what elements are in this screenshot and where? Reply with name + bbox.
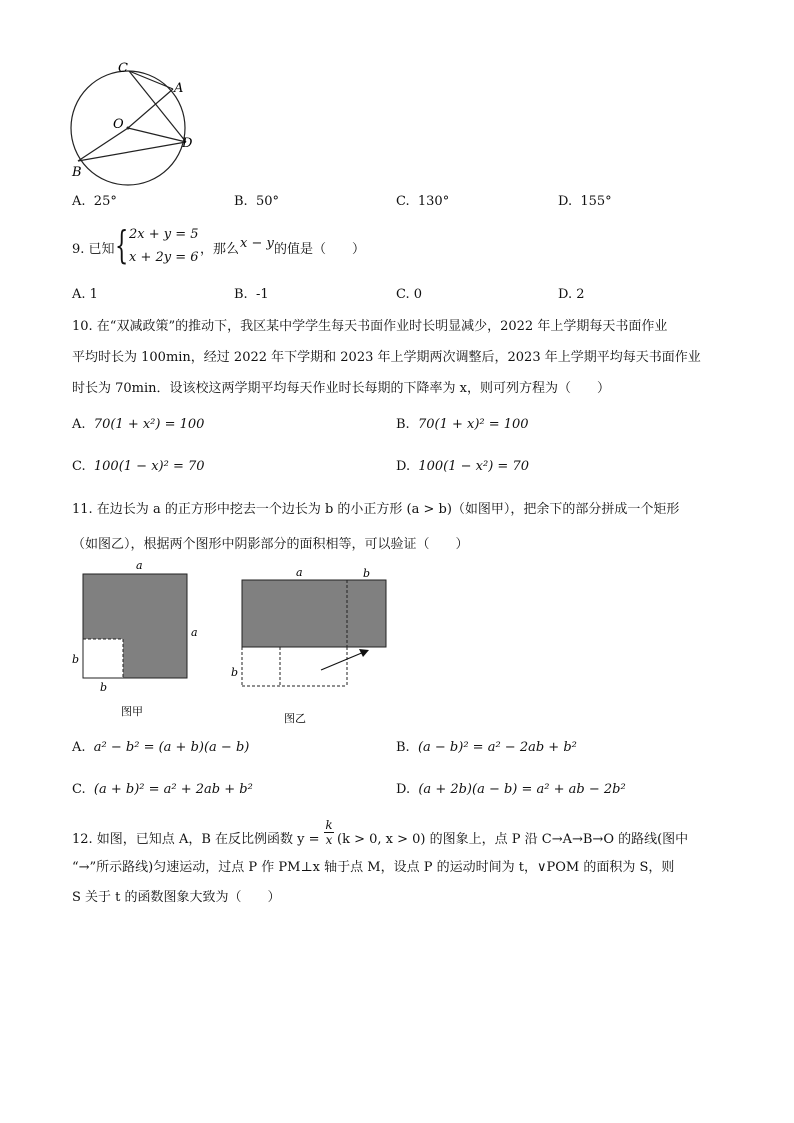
q8-option-a: A. 25° [72, 194, 117, 209]
q9-option-b: B. -1 [234, 287, 269, 302]
yi-label-b-top: b [363, 567, 371, 580]
label-c: C [118, 61, 128, 76]
segment-bd [78, 142, 186, 161]
q11-option-c: C. (a + b)² = a² + 2ab + b² [72, 782, 253, 797]
q12-frac-num: k [325, 818, 333, 832]
jia-label-a-top: a [136, 560, 143, 572]
q10-option-c: C. 100(1 − x)² = 70 [72, 459, 205, 474]
yi-label-a-top: a [296, 566, 303, 579]
jia-label-b-bottom: b [100, 681, 108, 694]
q8-option-c: C. 130° [396, 194, 450, 209]
q11-option-d: D. (a + 2b)(a − b) = a² + ab − 2b² [396, 782, 626, 797]
segment-ao [128, 89, 173, 128]
q12-line-1b: (k > 0, x > 0) 的图象上，点 P 沿 C→A→B→O 的路线(图中 [337, 832, 689, 847]
yi-label-b-left: b [231, 666, 239, 679]
jia-caption: 图甲 [121, 705, 143, 718]
q10-line-2: 平均时长为 100min，经过 2022 年下学期和 2023 年上学期两次调整后，2023 年上学期平均每天书面作业 [72, 350, 701, 365]
q10-option-d: D. 100(1 − x²) = 70 [396, 459, 529, 474]
q8-option-b: B. 50° [234, 194, 279, 209]
label-b: B [72, 165, 82, 180]
q9-eq2: x + 2y = 6 [129, 250, 199, 265]
q11-line-2: （如图乙），根据两个图形中阴影部分的面积相等，可以验证（ ） [72, 537, 469, 552]
q11-option-b: B. (a − b)² = a² − 2ab + b² [396, 740, 577, 755]
figure-yi [226, 562, 396, 727]
q9-eq1: 2x + y = 5 [129, 227, 199, 242]
q9-option-c: C. 0 [396, 287, 423, 302]
q10-line-3: 时长为 70min．设该校这两学期平均每天作业时长每期的下降率为 x，则可列方程为（ ） [72, 381, 610, 396]
q11-line-1: 11. 在边长为 a 的正方形中挖去一个边长为 b 的小正方形 (a > b)（如图甲），把余下的部分拼成一个矩形 [72, 502, 680, 517]
label-a: A [174, 81, 184, 96]
q12-line-1a: 12. 如图，已知点 A，B 在反比例函数 y = [72, 832, 320, 847]
q11-option-a: A. a² − b² = (a + b)(a − b) [72, 740, 250, 755]
rectangle-shaded [242, 580, 386, 647]
label-d: D [182, 136, 193, 151]
q9-option-a: A. 1 [72, 287, 98, 302]
q9-brace: { [115, 223, 129, 267]
circle-figure [60, 58, 210, 190]
jia-label-a-right: a [191, 626, 198, 639]
label-o: O [113, 117, 124, 132]
q9-mid: ，那么 [200, 242, 240, 257]
yi-caption: 图乙 [284, 712, 306, 725]
q10-line-1: 10. 在“双减政策”的推动下，我区某中学学生每天书面作业时长明显减少，2022 年上学期每天书面作业 [72, 319, 668, 334]
q12-frac-den: x [325, 833, 333, 847]
q9-suffix: 的值是（ ） [274, 242, 366, 257]
q12-line-2: “→”所示路线)匀速运动，过点 P 作 PM⊥x 轴于点 M，设点 P 的运动时间为 t，∨POM 的面积为 S，则 [72, 860, 675, 875]
jia-label-b-left: b [72, 653, 80, 666]
move-arrow-shaft [321, 652, 364, 670]
q8-option-d: D. 155° [558, 194, 612, 209]
q12-fraction [324, 818, 334, 847]
q10-option-a: A. 70(1 + x²) = 100 [72, 417, 205, 432]
figure-jia [66, 560, 206, 720]
q10-option-b: B. 70(1 + x)² = 100 [396, 417, 529, 432]
small-square-removed [83, 639, 123, 678]
q12-line-3: S 关于 t 的函数图象大致为（ ） [72, 890, 281, 905]
q9-option-d: D. 2 [558, 287, 585, 302]
center-point [127, 127, 130, 130]
segment-od [128, 128, 186, 142]
q9-expr: x − y [240, 236, 274, 251]
q9-prefix: 9. 已知 [72, 242, 115, 257]
